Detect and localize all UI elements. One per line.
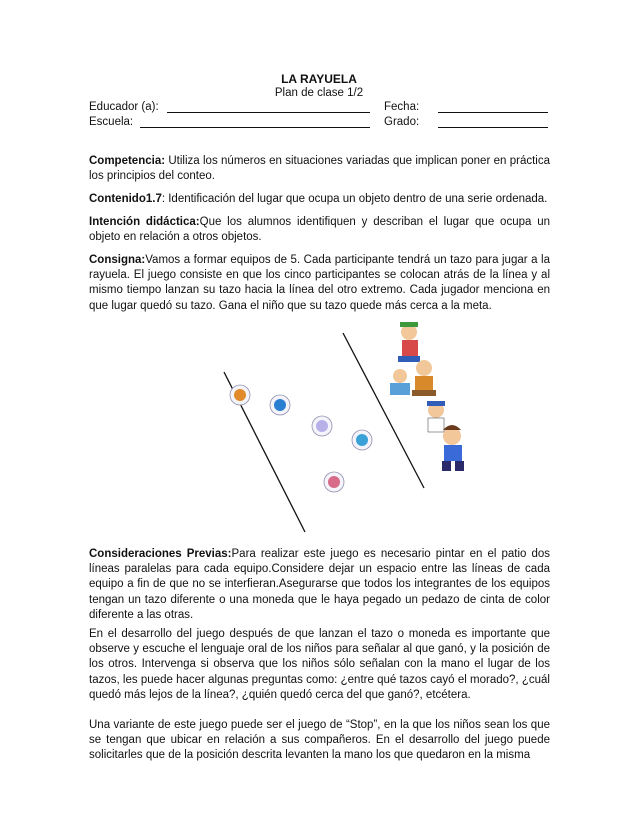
contenido-text: : Identificación del lugar que ocupa un objeto dentro de una serie ordenada. bbox=[161, 193, 548, 205]
children-group bbox=[390, 322, 464, 471]
intencion-text: Que los alumnos identifiquen y describan el lugar que ocupa un objeto en relación a otros objetos. bbox=[89, 216, 550, 244]
rayuela-illustration bbox=[210, 310, 490, 535]
tazo-center-2 bbox=[274, 399, 286, 411]
intencion-paragraph bbox=[89, 215, 550, 245]
escuela-blank-line bbox=[140, 127, 370, 128]
tazo-center-1 bbox=[234, 389, 246, 401]
tazo-center-5 bbox=[328, 476, 340, 488]
consigna-text: Vamos a formar equipos de 5. Cada participante tendrá un tazo para jugar a la rayuela. El juego consiste en que los cinco participantes se colocan atrás de la línea y al mismo tiempo lanzan su tazo hacia la línea del otro extremo. Cada jugador menciona en que lugar quedó su tazo. Gana el niño que su tazo quede más cerca a la meta. bbox=[89, 254, 550, 312]
child-figure-3 bbox=[390, 369, 410, 395]
competencia-text: Utiliza los números en situaciones variadas que implican poner en práctica los principios del conteo. bbox=[89, 155, 550, 183]
child-figure-2 bbox=[412, 360, 436, 396]
educador-label: Educador (a): bbox=[89, 101, 159, 113]
fecha-label: Fecha: bbox=[384, 101, 420, 113]
competencia-paragraph bbox=[89, 154, 550, 184]
contenido-paragraph bbox=[89, 192, 550, 207]
tazo-center-3 bbox=[316, 420, 328, 432]
child-figure-4 bbox=[427, 401, 445, 432]
consideraciones-paragraph bbox=[89, 547, 550, 623]
child-figure-5 bbox=[442, 425, 464, 471]
grado-blank-line bbox=[438, 127, 548, 128]
consigna-paragraph bbox=[89, 253, 550, 314]
document-title: LA RAYUELA bbox=[281, 72, 357, 86]
variante-paragraph: Una variante de este juego puede ser el juego de “Stop”, en la que los niños sean los que se tengan que ubicar en relación a sus compañeros. En el desarrollo del juego puede solicitarles que de la posición descrita levanten la mano los que quedaron en la misma bbox=[89, 719, 550, 762]
child-figure-1 bbox=[398, 322, 420, 362]
intencion-label: Intención didáctica: bbox=[89, 216, 200, 228]
escuela-label: Escuela: bbox=[89, 116, 134, 128]
grado-label: Grado: bbox=[384, 116, 420, 128]
tazo-center-4 bbox=[356, 434, 368, 446]
consigna-label: Consigna: bbox=[89, 254, 146, 266]
consideraciones-text: Para realizar este juego es necesario pintar en el patio dos líneas paralelas para cada equipo.Considere dejar un espacio entre las líneas de cada equipo a fin de que no se interfieran.Asegurarse que todos los integrantes de los equipos tengan un tazo diferente o una moneda que le haya pegado un pedazo de cinta de color diferente a las otras. bbox=[89, 548, 550, 621]
desarrollo-paragraph: En el desarrollo del juego después de que lanzan el tazo o moneda es importante que observe y escuche el lenguaje oral de los niños para señalar al que ganó, y la posición de los otros. Intervenga si observa que los niños sólo señalan con la mano el lugar de los tazos, les puede hacer algunas preguntas como: ¿entre qué tazos cayó el morado?, ¿cuál quedó más lejos de la línea?, ¿quién quedó cerca del que ganó?, etcétera. bbox=[89, 628, 550, 701]
fecha-blank-line bbox=[438, 112, 548, 113]
competencia-label: Competencia: bbox=[89, 155, 166, 167]
document-subtitle: Plan de clase 1/2 bbox=[274, 87, 364, 99]
consideraciones-label: Consideraciones Previas: bbox=[89, 548, 232, 560]
educador-blank-line bbox=[167, 112, 370, 113]
contenido-label: Contenido1.7 bbox=[89, 193, 162, 205]
